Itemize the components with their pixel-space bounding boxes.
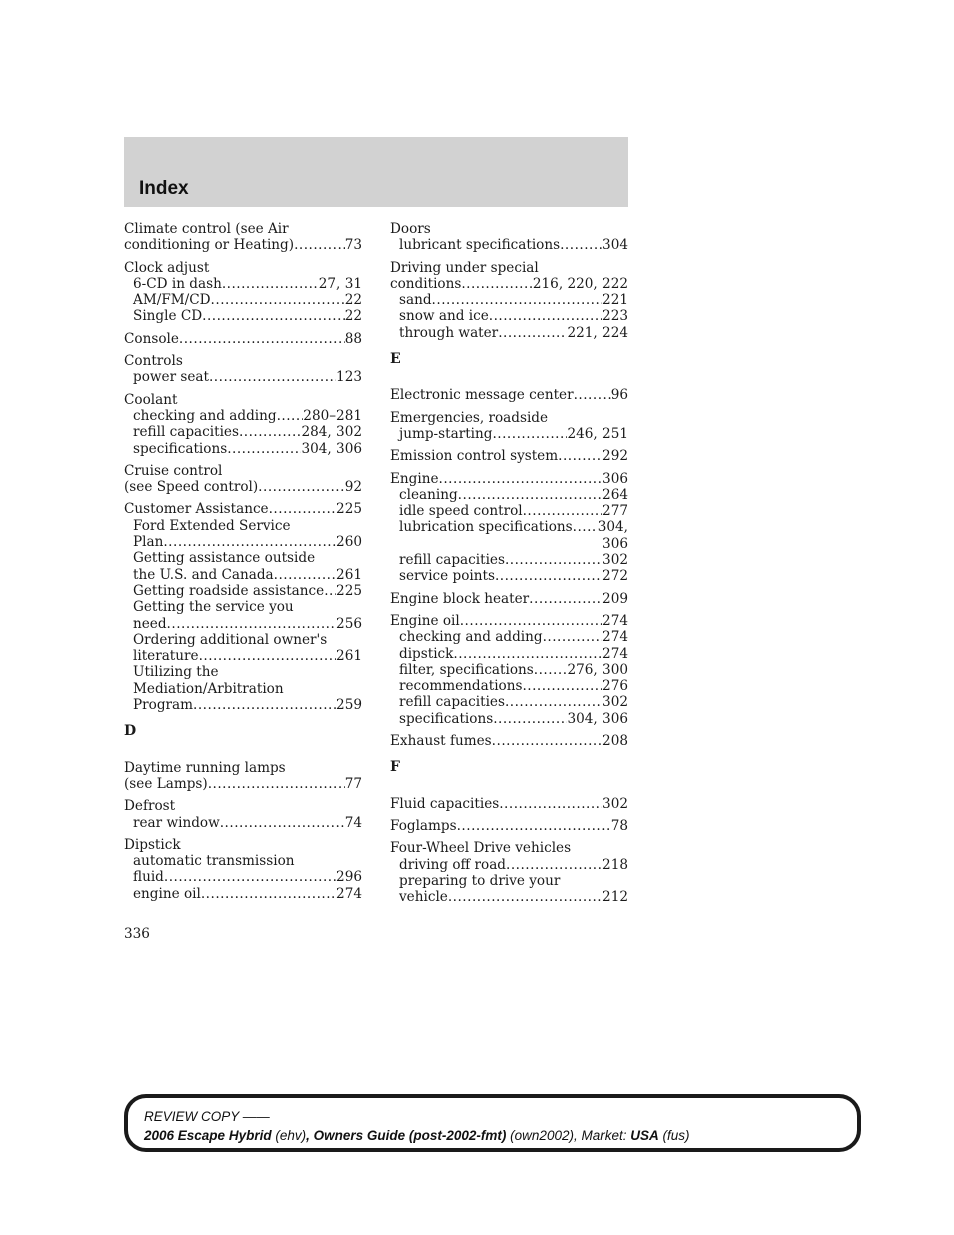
index-entry-fluid-capacities: Fluid capacities ..... 302 — [390, 796, 628, 812]
index-entry-emergencies-roadside: Emergencies, roadside jump-starting ..... 246, 251 — [390, 410, 628, 443]
index-entry-electronic-message-center: Electronic message center ..... 96 — [390, 387, 628, 403]
index-entry-foglamps: Foglamps ..... 78 — [390, 818, 628, 834]
index-entry-driving-special-conditions: Driving under special conditions ..... 216, 220, 222 sand ..... 221 snow and ice ..... 223 through water ..... 221, 224 — [390, 260, 628, 341]
index-entry-engine-block-heater: Engine block heater ..... 209 — [390, 591, 628, 607]
section-letter-e: E — [390, 351, 401, 368]
index-entry-doors: Doors lubricant specifications ..... 304 — [390, 221, 628, 254]
index-column-left — [124, 221, 362, 908]
section-letter-f: F — [390, 759, 400, 776]
review-copy-footer — [124, 1094, 861, 1152]
index-entry-engine: Engine ..... 306 cleaning ..... 264 idle speed control ..... 277 lubrication specifications ..... 304, 306 refill capacities ..... 302 service points ..... 272 — [390, 471, 628, 585]
page-title: Index — [139, 178, 189, 199]
index-column-right — [390, 221, 628, 911]
document-info: 2006 Escape Hybrid (ehv), Owners Guide (post-2002-fmt) (own2002), Market: USA (fus) — [144, 1128, 690, 1143]
index-entry-cruise-control: Cruise control (see Speed control) ..... 92 — [124, 463, 362, 496]
index-entry-clock-adjust: Clock adjust 6-CD in dash ..... 27, 31 AM/FM/CD ..... 22 Single CD ..... 22 — [124, 260, 362, 325]
index-entry-controls: Controls power seat ..... 123 — [124, 353, 362, 386]
index-entry-exhaust-fumes: Exhaust fumes ..... 208 — [390, 733, 628, 749]
page-number: 336 — [124, 926, 150, 942]
index-header-bar — [124, 137, 628, 207]
index-entry-engine-oil: Engine oil ..... 274 checking and adding ..... 274 dipstick ..... 274 filter, specifications ..... 276, 300 recommendations ..... 276 refill capacities ..... 302 specifications ..... 304, 306 — [390, 613, 628, 727]
index-entry-dipstick: Dipstick automatic transmission fluid ..... 296 engine oil ..... 274 — [124, 837, 362, 902]
index-entry-climate-control: Climate control (see Air conditioning or Heating) ..... 73 — [124, 221, 362, 254]
index-entry-four-wheel-drive: Four-Wheel Drive vehicles driving off road ..... 218 preparing to drive your vehicle ..... 212 — [390, 840, 628, 905]
index-entry-customer-assistance: Customer Assistance ..... 225 Ford Extended Service Plan ..... 260 Getting assistance outside the U.S. and Canada ..... 261 Getting roadside assistance ..... 225 Getting the service you need ..... 256 Ordering additional owner's literature ..... 261 Utilizing the Mediation/Arbitration Program ..... 259 — [124, 501, 362, 713]
index-entry-console: Console ..... 88 — [124, 331, 362, 347]
index-entry-coolant: Coolant checking and adding ..... 280–281 refill capacities ..... 284, 302 specifications ..... 304, 306 — [124, 392, 362, 457]
index-entry-daytime-running-lamps: Daytime running lamps (see Lamps) ..... 77 — [124, 760, 362, 793]
index-entry-emission-control: Emission control system ..... 292 — [390, 448, 628, 464]
index-entry-defrost: Defrost rear window ..... 74 — [124, 798, 362, 831]
section-letter-d: D — [124, 723, 137, 740]
review-copy-label: REVIEW COPY —— — [144, 1109, 270, 1124]
